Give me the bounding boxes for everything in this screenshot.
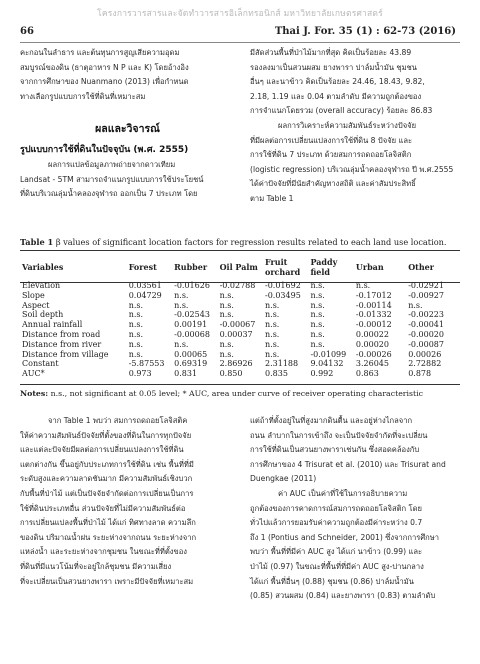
coefficient-cell: 3.26045 <box>355 359 389 369</box>
coefficient-cell: 0.00026 <box>408 349 442 359</box>
variable-name-cell: Distance from road <box>22 329 101 339</box>
coefficient-cell: n.s. <box>128 339 144 349</box>
column-header: Urban <box>355 262 384 272</box>
journal-citation: Thai J. For. 35 (1) : 62-73 (2016) <box>274 26 456 37</box>
table-bottom-rule <box>20 384 460 385</box>
text-line: ทั่วไปแล้วการยอมรับค่าความถูกต้องมีค่าระหว่าง 0.7 <box>250 518 423 528</box>
table-row <box>20 330 460 340</box>
text-line: อื่นๆ และนาข้าว คิดเป็นร้อยละ 24.46, 18.43, 9.82, <box>250 77 425 87</box>
text-line: ป่าไม้ (0.97) ในขณะที่พื้นที่ที่มีค่า AUC สูง-ปานกลาง <box>250 561 424 571</box>
text-line: ของดิน ปริมาณน้ำฝน ระยะห่างจากถนน ระยะห่างจาก <box>20 532 197 542</box>
column-header: Fruit orchard <box>265 257 301 277</box>
coefficient-cell: n.s. <box>128 300 144 310</box>
table-top-rule <box>20 250 460 251</box>
left-column-mid-paragraph <box>20 158 235 202</box>
variable-name-cell: Constant <box>22 359 59 369</box>
coefficient-cell: -0.02543 <box>174 310 210 320</box>
text-line: สมบูรณ์ของดิน (ธาตุอาหาร N P และ K) โดยอ้างอิง <box>20 62 189 72</box>
text-line: ระดับสูงและความลาดชันมาก มีความสัมพันธ์เชิงบวก <box>20 474 193 484</box>
text-line: (logistic regression) บริเวณลุ่มน้ำคลองจุฬารถ ปี พ.ศ.2555 <box>250 164 454 174</box>
coefficient-cell: n.s. <box>265 320 280 330</box>
text-line: และแต่ละปัจจัยมีผลต่อการเปลี่ยนแปลงการใช้ที่ดิน <box>20 445 184 455</box>
column-header: Rubber <box>174 262 208 272</box>
coefficient-cell: n.s. <box>310 310 325 320</box>
text-line: การจำแนกโดยรวม (overall accuracy) ร้อยละ 86.83 <box>250 106 433 116</box>
coefficients-table <box>20 253 460 379</box>
coefficient-cell: -0.00223 <box>408 310 444 320</box>
text-line: ได้แก่ พื้นที่อื่นๆ (0.88) ชุมชน (0.86) ปาล์มน้ำมัน <box>250 576 414 586</box>
coefficient-cell: n.s. <box>310 339 325 349</box>
coefficient-cell: n.s. <box>128 329 144 339</box>
variable-name-cell: Soil depth <box>22 310 64 320</box>
coefficient-cell: 2.72882 <box>408 359 442 369</box>
text-line: ทางเลือกรูปแบบการใช้ที่ดินที่เหมาะสม <box>20 91 146 101</box>
notes-label: Notes: <box>20 389 49 398</box>
coefficient-cell: -0.00026 <box>355 349 392 359</box>
coefficient-cell: -0.00087 <box>408 339 444 349</box>
text-line: Landsat - 5TM สามารถจำแนกรูปแบบการใช้ประโยชน์ <box>20 174 204 184</box>
notes-text: n.s., not significant at 0.05 level; * AUC, area under curve of receiver operating characteristic <box>48 389 424 398</box>
coefficient-cell: -0.00927 <box>408 290 444 300</box>
coefficient-cell: n.s. <box>265 329 280 339</box>
coefficient-cell: 2.31188 <box>265 359 299 369</box>
text-line: ถนน ลำบากในการเข้าถึง จะเป็นปัจจัยจำกัดที่จะเปลี่ยน <box>250 430 428 440</box>
coefficient-cell: 0.00191 <box>174 320 208 330</box>
coefficient-cell: 0.00022 <box>355 329 389 339</box>
table-row <box>20 291 460 301</box>
text-line: ที่ดินบริเวณลุ่มน้ำคลองจุฬารถ ออกเป็น 7 ประเภท โดย <box>20 189 198 199</box>
watermark-text: โครงการวารสารและจัดทำวารสารอิเล็กทรอนิกส์ มหาวิทยาลัยเกษตรศาสตร์ <box>97 9 383 19</box>
coefficient-cell: -0.00068 <box>174 329 210 339</box>
table-row <box>20 340 460 350</box>
column-header: Forest <box>128 262 157 272</box>
coefficient-cell: n.s. <box>355 281 371 290</box>
text-line: (0.85) สวนผสม (0.84) และยางพารา (0.83) ตามลำดับ <box>250 591 436 601</box>
text-line: แตกต่างกัน ขึ้นอยู่กับประเภทการใช้ที่ดิน เช่น พื้นที่ที่มี <box>20 459 194 469</box>
table-caption-text: β values of significant location factors for regression results related to each land use location. <box>53 237 447 247</box>
text-line: ตาม Table 1 <box>250 193 294 203</box>
coefficient-cell: n.s. <box>128 320 144 330</box>
column-header: Variables <box>22 262 64 272</box>
coefficient-cell: 2.86926 <box>219 359 253 369</box>
coefficient-cell: 0.835 <box>265 369 288 379</box>
coefficient-cell: n.s. <box>128 349 144 359</box>
coefficient-cell: n.s. <box>174 300 189 310</box>
right-column-top-paragraph <box>250 46 460 207</box>
coefficient-cell: 0.973 <box>128 369 152 379</box>
text-line: พบว่า พื้นที่ที่มีค่า AUC สูง ได้แก่ นาข้าว (0.99) และ <box>250 547 423 557</box>
coefficient-cell: 0.69319 <box>174 359 208 369</box>
coefficient-cell: -0.17012 <box>355 290 392 300</box>
coefficient-cell: n.s. <box>219 310 234 320</box>
coefficient-cell: 0.850 <box>219 369 243 379</box>
table-header-row <box>20 253 460 281</box>
coefficient-cell: -0.01332 <box>355 310 392 320</box>
page-number: 66 <box>20 26 34 37</box>
coefficient-cell: -0.03495 <box>265 290 301 300</box>
coefficient-cell: -5.87553 <box>128 359 165 369</box>
coefficient-cell: n.s. <box>219 300 234 310</box>
section-heading-results: ผลและวิจารณ์ <box>95 123 160 135</box>
text-line: ที่จะเปลี่ยนเป็นสวนยางพารา เพราะมีปัจจัยที่เหมาะสม <box>20 576 194 586</box>
coefficient-cell: n.s. <box>219 290 234 300</box>
coefficient-cell: n.s. <box>128 310 144 320</box>
column-header: Oil Palm <box>219 262 258 272</box>
coefficient-cell: n.s. <box>265 339 280 349</box>
table-row <box>20 310 460 320</box>
coefficient-cell: n.s. <box>174 290 189 300</box>
coefficient-cell: 0.831 <box>174 369 198 379</box>
text-line: จากการศึกษาของ Nuanmano (2013) เพื่อกำหนด <box>20 77 189 87</box>
text-line: ที่ดินที่มีแนวโน้มที่จะอยู่ใกล้ชุมชน มีความเสี่ยง <box>20 561 172 571</box>
text-line: ได้ค่าปัจจัยที่มีนัยสำคัญทางสถิติ และค่าสัมประสิทธิ์ <box>250 179 416 189</box>
coefficient-cell: n.s. <box>310 329 325 339</box>
text-line: แต่ถ้าที่ตั้งอยู่ในที่สูงมากดินตื้น และอยู่ห่างไกลจาก <box>250 416 413 425</box>
text-line: มีสัดส่วนพื้นที่ป่าไม้มากที่สุด คิดเป็นร้อยละ 43.89 <box>250 48 412 57</box>
coefficient-cell: n.s. <box>219 339 234 349</box>
table-row <box>20 301 460 311</box>
coefficient-cell: n.s. <box>310 281 325 290</box>
coefficient-cell: 9.04132 <box>310 359 344 369</box>
coefficient-cell: -0.00067 <box>219 320 256 330</box>
text-line: ผลการวิเคราะห์ความสัมพันธ์ระหว่างปัจจัย <box>278 120 417 130</box>
coefficient-cell: -0.02788 <box>219 281 256 290</box>
right-column-bottom-paragraph <box>250 414 460 604</box>
coefficient-cell: -0.00114 <box>355 300 392 310</box>
variable-name-cell: Aspect <box>22 300 50 310</box>
left-column-top-paragraph <box>20 46 235 104</box>
coefficient-cell: 0.00037 <box>219 329 253 339</box>
table-row <box>20 350 460 360</box>
table-caption-label: Table 1 <box>20 237 54 247</box>
text-line: ที่มีผลต่อการเปลี่ยนแปลงการใช้ที่ดิน 8 ปัจจัย และ <box>250 135 413 145</box>
coefficient-cell: n.s. <box>265 300 280 310</box>
coefficient-cell: 0.878 <box>408 369 432 379</box>
column-header: Paddy field <box>310 257 338 277</box>
text-line: ค่า AUC เป็นค่าที่ใช้ในการอธิบายความ <box>278 488 408 498</box>
text-line: การใช้ที่ดิน 7 ประเภท ด้วยสมการถดถอยโลจิสติก <box>250 150 412 160</box>
left-column-bottom-paragraph <box>20 414 235 589</box>
text-line: จาก Table 1 พบว่า สมการถดถอยโลจิสติค <box>48 416 188 425</box>
coefficient-cell: -0.01692 <box>265 281 301 290</box>
coefficient-cell: -0.00041 <box>408 320 444 330</box>
text-line: การเปลี่ยนแปลงพื้นที่ป่าไม้ ได้แก่ ทิศทางลาด ความลึก <box>20 518 196 528</box>
text-line: ถึง 1 (Pontius and Schneider, 2001) ซึ่งจากการศึกษา <box>250 532 440 542</box>
text-line: แหล่งน้ำ และระยะห่างจากชุมชน ในขณะที่ที่ตั้งของ <box>20 547 187 557</box>
text-line: คะกอนในลำธาร และต้นทุนการสูญเสียความอุดม <box>20 48 180 57</box>
sub-heading-current-land-use: รูปแบบการใช้ที่ดินในปัจจุบัน (พ.ศ. 2555) <box>20 145 189 155</box>
coefficient-cell: n.s. <box>265 349 280 359</box>
table-caption <box>20 237 460 248</box>
variable-name-cell: Distance from river <box>22 339 102 349</box>
text-line: 2.18, 1.19 และ 0.04 ตามลำดับ มีความถูกต้องของ <box>250 91 422 101</box>
coefficient-cell: -0.00012 <box>355 320 392 330</box>
coefficient-cell: n.s. <box>219 349 234 359</box>
text-line: Duengkae (2011) <box>250 474 317 484</box>
variable-name-cell: Distance from village <box>22 349 109 359</box>
variable-name-cell: AUC* <box>22 369 45 379</box>
table-body <box>20 281 460 379</box>
text-line: การใช้ที่ดินเป็นสวนยางพาราเช่นกัน ซึ่งสอดคล้องกับ <box>250 445 420 455</box>
coefficient-cell: -0.00020 <box>408 329 444 339</box>
column-header: Other <box>408 262 434 272</box>
text-line: การศึกษาของ 4 Trisurat et al. (2010) และ Trisurat and <box>250 459 446 469</box>
coefficient-cell: -0.01099 <box>310 349 347 359</box>
variable-name-cell: Elevation <box>22 281 61 290</box>
table-row <box>20 320 460 330</box>
coefficient-cell: n.s. <box>174 339 189 349</box>
text-line: ใช้ที่ดินประเภทอื่น ส่วนปัจจัยที่ไม่มีความสัมพันธ์ต่อ <box>20 503 186 513</box>
coefficient-cell: -0.01626 <box>174 281 210 290</box>
text-line: ผลการแปลข้อมูลภาพถ่ายจากดาวเทียม <box>48 160 176 169</box>
coefficient-cell: 0.992 <box>310 369 334 379</box>
coefficient-cell: 0.00065 <box>174 349 208 359</box>
coefficient-cell: n.s. <box>310 320 325 330</box>
coefficient-cell: n.s. <box>265 310 280 320</box>
coefficient-cell: 0.00020 <box>355 339 389 349</box>
variable-name-cell: Annual rainfall <box>22 320 83 330</box>
variable-name-cell: Slope <box>22 290 45 300</box>
coefficient-cell: 0.03561 <box>128 281 162 290</box>
table-row <box>20 281 460 291</box>
text-line: รองลงมาเป็นสวนผสม ยางพารา ปาล์มน้ำมัน ชุมชน <box>250 62 417 72</box>
table-row <box>20 359 460 369</box>
table-row <box>20 369 460 379</box>
coefficient-cell: 0.863 <box>355 369 379 379</box>
coefficient-cell: 0.04729 <box>128 290 162 300</box>
coefficient-cell: -0.02921 <box>408 281 444 290</box>
header-divider <box>20 42 460 43</box>
coefficient-cell: n.s. <box>310 300 325 310</box>
text-line: กับพื้นที่ป่าไม้ แต่เป็นปัจจัยจำกัดต่อการเปลี่ยนเป็นการ <box>20 488 194 498</box>
coefficient-cell: n.s. <box>310 290 325 300</box>
coefficient-cell: n.s. <box>408 300 423 310</box>
text-line: ถูกต้องของการคาดการณ์สมการถดถอยโลจิสติก โดย <box>250 503 422 513</box>
table-notes <box>20 389 460 399</box>
text-line: ให้ค่าความสัมพันธ์ปัจจัยที่ตั้งของที่ดินในการทุกปัจจัย <box>20 430 192 440</box>
